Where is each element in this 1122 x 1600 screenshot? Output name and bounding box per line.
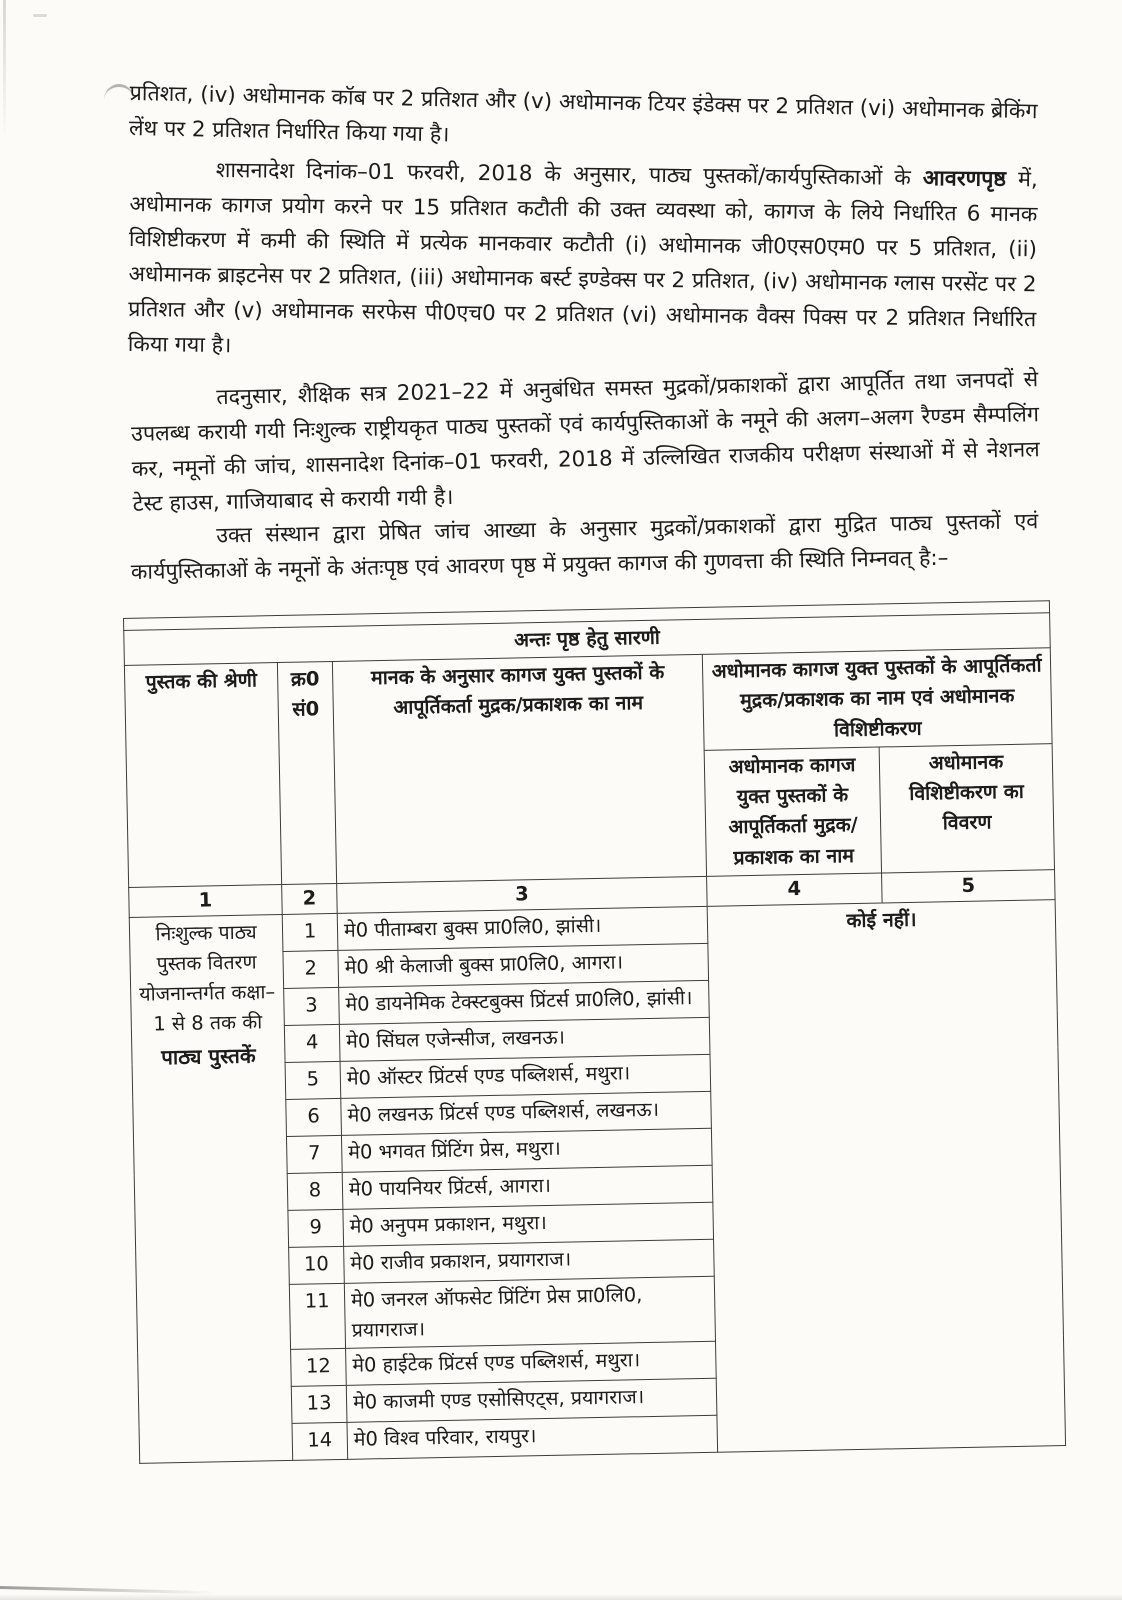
serial-cell: 2 — [283, 950, 339, 988]
serial-cell: 14 — [292, 1423, 348, 1461]
paragraph-test-report-intro — [130, 504, 1039, 590]
serial-cell: 7 — [286, 1135, 342, 1173]
column-number-2: 2 — [282, 883, 338, 914]
bold-word-cover-page: आवरणपृष्ठ — [922, 165, 1007, 192]
book-category-text: निःशुल्क पाठ्य पुस्तक वितरण योजनान्तर्गत कक्षा–1 से 8 तक की — [139, 920, 276, 1036]
printer-name-cell: मे0 पीताम्बरा बुक्स प्रा0लि0, झांसी। — [337, 906, 708, 950]
serial-cell: 9 — [288, 1209, 344, 1247]
table-header-row — [124, 648, 1052, 761]
book-category-bold-text: पाठ्य पुस्तकें — [161, 1043, 256, 1069]
printer-name-cell: मे0 श्री केलाजी बुक्स प्रा0लि0, आगरा। — [338, 943, 709, 987]
paragraph-text: तदनुसार, शैक्षिक सत्र 2021–22 में अनुबंधित समस्त मुद्रकों/प्रकाशकों द्वारा आपूर्तित तथा जनपदों से उपलब्ध करायी गयी निःशुल्क राष्ट्रीयकृत पाठ्य पुस्तकों एवं कार्यपुस्तिकाओं के नमूने की अलग–अलग रैण्डम सैम्पलिंग कर, नमूनों की जांच, शासनादेश दिनांक–01 फरवरी, 2018 में उल्लिखित राजकीय परीक्षण संस्थाओं में से नेशनल टेस्ट हाउस, गाजियाबाद से करायी गयी है। — [130, 367, 1040, 517]
paragraph-part: शासनादेश दिनांक–01 फरवरी, 2018 के अनुसार, पाठ्य पुस्तकों/कार्यपुस्तिकाओं के — [215, 157, 924, 191]
scan-bottom-shadow — [0, 1594, 1122, 1600]
serial-cell: 11 — [289, 1283, 345, 1349]
serial-cell: 4 — [284, 1024, 340, 1062]
printer-name-cell: मे0 जनरल ऑफसेट प्रिंटिंग प्रेस प्रा0लि0, प्रयागराज। — [344, 1276, 715, 1349]
header-serial-line1: क्र0 — [290, 667, 320, 692]
serial-cell: 8 — [287, 1172, 343, 1210]
serial-cell: 5 — [285, 1061, 341, 1099]
printer-name-cell: मे0 काजमी एण्ड एसोसिएट्स, प्रयागराज। — [346, 1378, 717, 1422]
book-category-cell — [129, 914, 292, 1463]
printer-name-cell: मे0 लखनऊ प्रिंटर्स एण्ड पब्लिशर्स, लखनऊ। — [341, 1091, 712, 1135]
paragraph-part: में, अधोमानक कागज प्रयोग करने पर 15 प्रतिशत कटौती की उक्त व्यवस्था को, कागज के लिये निर्धारित 6 मानक विशिष्टीकरण में कमी की स्थिति में प्रत्येक मानकवार कटौती (i) अधोमानक जी0एस0एम0 पर 5 प्रतिशत, (ii) अधोमानक ब्राइटनेस पर 2 प्रतिशत, (iii) अधोमानक बर्स्ट इण्डेक्स पर 2 प्रतिशत, (iv) अधोमानक ग्लास परसेंट पर 2 प्रतिशत और (v) अधोमानक सरफेस पी0एच0 पर 2 प्रतिशत (vi) अधोमानक वैक्स पिक्स पर 2 प्रतिशत निर्धारित किया गया है। — [127, 166, 1038, 359]
subheader-substandard-spec-detail: अधोमानक विशिष्टीकरण का विवरण — [879, 744, 1054, 873]
serial-cell: 12 — [291, 1349, 347, 1387]
serial-cell: 13 — [291, 1386, 347, 1424]
paragraph-sampling-testing — [130, 362, 1041, 522]
inner-pages-summary-table — [123, 600, 1066, 1464]
table-title: अन्तः पृष्ठ हेतु सारणी — [124, 613, 1051, 666]
printer-name-cell: मे0 डायनेमिक टेक्स्टबुक्स प्रिंटर्स प्रा0लि0, झांसी। — [339, 980, 710, 1024]
column-number-1: 1 — [129, 884, 283, 917]
serial-cell: 3 — [284, 987, 340, 1025]
column-number-3: 3 — [337, 876, 708, 913]
paragraph-text: प्रतिशत, (iv) अधोमानक कॉब पर 2 प्रतिशत और (v) अधोमानक टियर इंडेक्स पर 2 प्रतिशत (vi) अधोमानक ब्रेकिंग लेंथ पर 2 प्रतिशत निर्धारित किया गया है। — [128, 80, 1038, 148]
printer-name-cell: मे0 विश्व परिवार, रायपुर। — [347, 1415, 718, 1459]
header-standard-paper-suppliers: मानक के अनुसार कागज युक्त पुस्तकों के आपूर्तिकर्ता मुद्रक/प्रकाशक का नाम — [332, 655, 706, 884]
printer-name-cell: मे0 राजीव प्रकाशन, प्रयागराज। — [344, 1239, 715, 1283]
serial-cell: 1 — [282, 913, 338, 951]
scan-edge-smudge — [3, 0, 6, 140]
header-serial-number — [277, 662, 336, 885]
no-substandard-cell: कोई नहीं। — [707, 899, 1065, 1452]
header-book-category: पुस्तक की श्रेणी — [124, 663, 281, 887]
printer-name-cell: मे0 ऑस्टर प्रिंटर्स एण्ड पब्लिशर्स, मथुरा। — [340, 1054, 711, 1098]
printer-name-cell: मे0 हाईटेक प्रिंटर्स एण्ड पब्लिशर्स, मथुरा। — [346, 1341, 717, 1385]
scan-bottom-line — [0, 1586, 215, 1594]
printer-name-cell: मे0 भगवत प्रिंटिंग प्रेस, मथुरा। — [341, 1128, 712, 1172]
paragraph-cover-page-provision — [128, 152, 1038, 372]
paragraph-text: उक्त संस्थान द्वारा प्रेषित जांच आख्या के अनुसार मुद्रकों/प्रकाशकों द्वारा मुद्रित पाठ्य पुस्तकों एवं कार्यपुस्तिकाओं के नमूनों के अंतःपृष्ठ एवं आवरण पृष्ठ में प्रयुक्त कागज की गुणवत्ता की स्थिति निम्नवत् है:– — [130, 509, 1039, 585]
header-serial-line2: सं0 — [292, 697, 320, 722]
printer-name-cell: मे0 अनुपम प्रकाशन, मथुरा। — [343, 1202, 714, 1246]
paragraph-percent-deductions-continued — [129, 76, 1038, 164]
printer-name-cell: मे0 पायनियर प्रिंटर्स, आगरा। — [342, 1165, 713, 1209]
column-number-4: 4 — [707, 873, 883, 906]
serial-cell: 6 — [286, 1098, 342, 1136]
header-substandard-paper-group: अधोमानक कागज युक्त पुस्तकों के आपूर्तिकर्ता मुद्रक/प्रकाशक का नाम एवं अधोमानक विशिष्टीकरण — [702, 648, 1052, 750]
column-number-5: 5 — [882, 869, 1056, 902]
paragraph-text — [128, 152, 1038, 372]
serial-cell: 10 — [289, 1246, 345, 1284]
scan-dash-smudge — [33, 14, 47, 17]
printer-name-cell: मे0 सिंघल एजेन्सीज, लखनऊ। — [339, 1017, 710, 1061]
subheader-substandard-supplier-name: अधोमानक कागज युक्त पुस्तकों के आपूर्तिकर्ता मुद्रक/प्रकाशक का नाम — [704, 747, 881, 876]
inner-pages-table-wrap — [123, 600, 1065, 1464]
